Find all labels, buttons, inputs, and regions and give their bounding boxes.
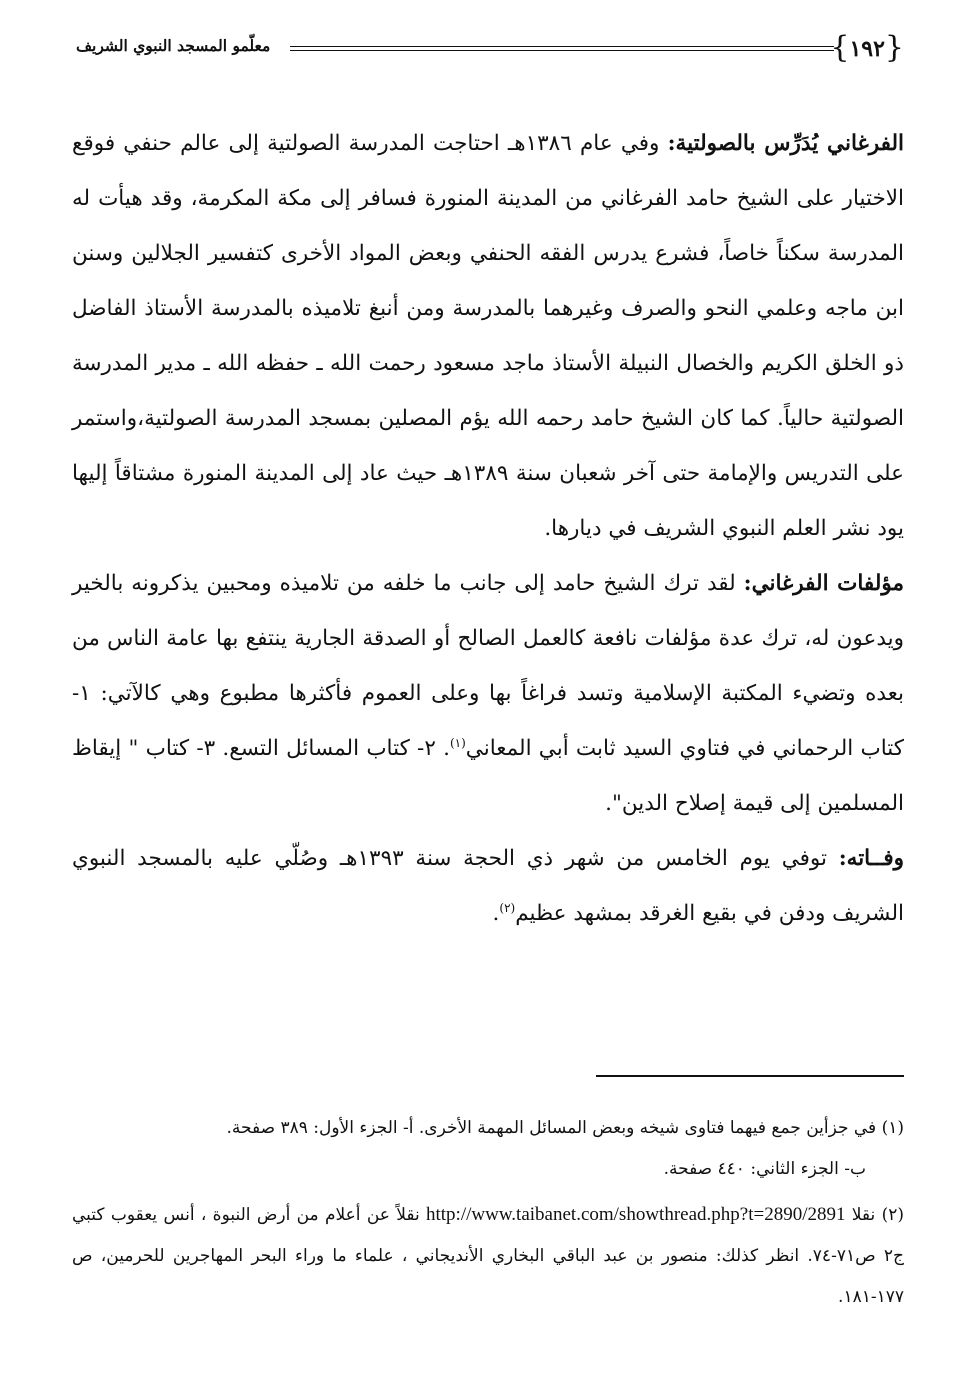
paragraph-end: . <box>492 901 500 926</box>
paragraph-heading: الفرغاني يُدَرِّس بالصولتية: <box>667 131 904 156</box>
paragraph-text: توفي يوم الخامس من شهر ذي الحجة سنة ١٣٩٣هـ وصُلّي عليه بالمسجد النبوي الشريف ودفن في بقيع الغرقد بمشهد عظيم <box>72 846 904 926</box>
page-header <box>76 28 904 72</box>
footnote-2-text: نقلاً عن أعلام من أرض النبوة ، أنس يعقوب كتبي ج٢ ص٧١-٧٤. انظر كذلك: منصور بن عبد الباقي البخاري الأنديجاني ، علماء ما وراء البحر المهاجرين للحرمين، ص ١٧٧-١٨١. <box>72 1205 904 1307</box>
footnote-1-continuation: ب- الجزء الثاني: ٤٤٠ صفحة. <box>663 1159 866 1179</box>
main-text <box>72 116 904 941</box>
paragraph-heading: وفــاته: <box>838 846 904 871</box>
page-number-brace-right: { <box>884 30 904 65</box>
paragraph-text: وفي عام ١٣٨٦هـ احتاجت المدرسة الصولتية إلى عالم حنفي فوقع الاختيار على الشيخ حامد الفرغاني من المدينة المنورة فسافر إلى مكة المكرمة، وقد هيأت له المدرسة سكناً خاصاً، فشرع يدرس الفقه الحنفي وبعض المواد الأخرى كتفسير الجلالين وسنن ابن ماجه وعلمي النحو والصرف وغيرهما بالمدرسة ومن أنبغ تلاميذه بالمدرسة الأستاذ الفاضل ذو الخلق الكريم والخصال النبيلة الأستاذ ماجد مسعود رحمت الله ـ حفظه الله ـ مدير المدرسة الصولتية حالياً. كما كان الشيخ حامد رحمه الله يؤم المصلين بمسجد المدرسة الصولتية،واستمر على التدريس والإمامة حتى آخر شعبان سنة ١٣٨٩هـ حيث عاد إلى المدينة المنورة مشتاقاً إليها يود نشر العلم النبوي الشريف في ديارها. <box>72 131 905 541</box>
footnote-2-url[interactable]: http://www.taibanet.com/showthread.php?t=2890/2891 <box>425 1204 846 1225</box>
paragraph-heading: مؤلفات الفرغاني: <box>743 571 904 596</box>
paragraph-text: لقد ترك الشيخ حامد إلى جانب ما خلفه من تلاميذه ومحبين يذكرونه بالخير ويدعون له، ترك عدة مؤلفات نافعة كالعمل الصالح أو الصدقة الجارية ينتفع بها عامة الناس من بعده وتضيء المكتبة الإسلامية وتسد فراغاً بها وعلى العموم فأكثرها مطبوع وهي كالآتي: ١- كتاب الرحماني في فتاوي السيد ثابت أبي المعاني <box>72 571 904 761</box>
page-number-brace-left: } <box>830 30 850 65</box>
footnote-ref-1[interactable]: (١) <box>449 735 466 750</box>
page-number <box>830 30 904 68</box>
footnote-2-prefix: (٢) نقلا <box>845 1205 904 1225</box>
paragraph-farghani-death <box>72 831 904 941</box>
paragraph-text: . ٢- كتاب المسائل التسع. ٣- كتاب " إيقاظ المسلمين إلى قيمة إصلاح الدين". <box>72 736 904 816</box>
footnote-separator <box>596 1075 904 1077</box>
footnote-2 <box>72 1194 904 1318</box>
paragraph-farghani-teaching <box>72 116 904 556</box>
paragraph-farghani-works <box>72 556 904 831</box>
footnote-ref-2[interactable]: (٢) <box>499 900 516 915</box>
footnotes <box>72 1108 904 1318</box>
header-double-rule <box>290 46 834 47</box>
running-title: معلّمو المسجد النبوي الشريف <box>76 36 271 55</box>
page-number-value: ١٩٢ <box>849 36 885 62</box>
footnote-1: (١) في جزأين جمع فيهما فتاوى شيخه وبعض المسائل المهمة الأخرى. أ- الجزء الأول: ٣٨٩ صفحة. <box>226 1118 904 1138</box>
